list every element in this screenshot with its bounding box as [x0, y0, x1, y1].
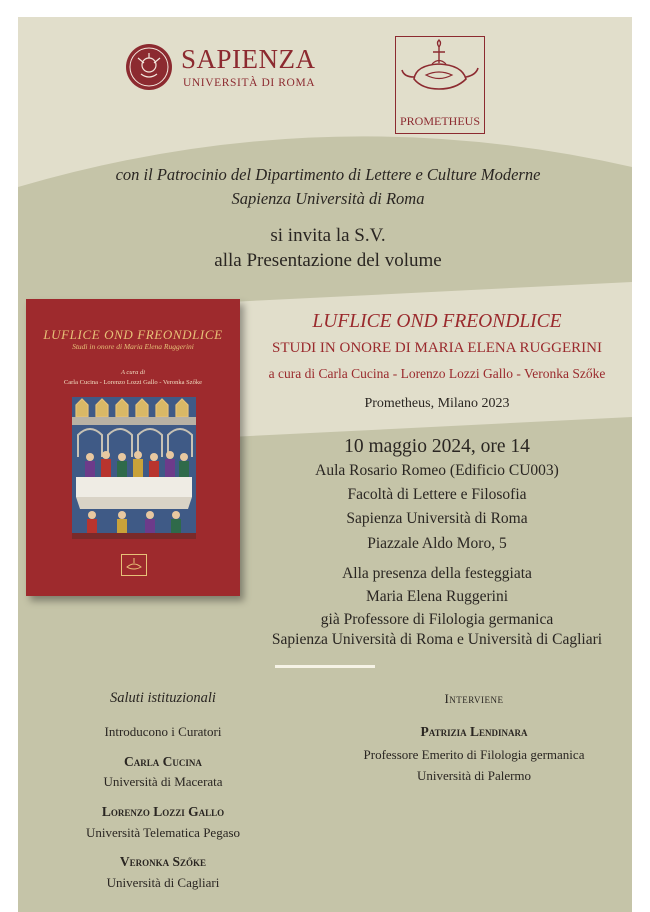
book-cover-editors: Carla Cucina - Lorenzo Lozzi Gallo - Veronka Szőke — [63, 379, 203, 386]
prometheus-logo — [395, 36, 485, 134]
event-university: Sapienza Università di Roma — [346, 510, 528, 527]
invitation-poster — [18, 17, 632, 912]
volume-editors: a cura di Carla Cucina - Lorenzo Lozzi Gallo - Veronka Szőke — [268, 366, 606, 381]
patronage-line-2: Sapienza Università di Roma — [231, 189, 425, 208]
curator-affiliation: Università Telematica Pegaso — [85, 825, 241, 840]
honoree-name: Maria Elena Ruggerini — [365, 588, 509, 605]
oil-lamp-icon — [396, 37, 483, 107]
curator-affiliation: Università di Cagliari — [106, 875, 220, 890]
introducono-heading: Introducono i Curatori — [104, 724, 222, 739]
curator-affiliation: Università di Macerata — [103, 774, 223, 789]
curator-name: Lorenzo Lozzi Gallo — [101, 804, 225, 819]
saluti-heading: Saluti istituzionali — [110, 690, 216, 706]
speaker-name: Patrizia Lendinara — [420, 724, 528, 739]
speaker-affiliation: Università di Palermo — [416, 768, 532, 783]
event-date: 10 maggio 2024, ore 14 — [344, 436, 530, 457]
honoree-line-1: Alla presenza della festeggiata — [342, 565, 532, 582]
volume-title: LUFLICE OND FREONDLICE — [312, 311, 562, 332]
book-cover-title: LUFLICE OND FREONDLICE — [43, 327, 223, 342]
honoree-line-4: Sapienza Università di Roma e Università di Cagliari — [271, 631, 603, 648]
invite-line-2: alla Presentazione del volume — [214, 250, 442, 271]
volume-subtitle: STUDI IN ONORE DI MARIA ELENA RUGGERINI — [272, 340, 602, 356]
patronage-line-1: con il Patrocinio del Dipartimento di Lettere e Culture Moderne — [115, 165, 541, 184]
event-faculty: Facoltà di Lettere e Filosofia — [347, 486, 527, 503]
prometheus-name: PROMETHEUS — [399, 114, 480, 128]
book-cover-subtitle: Studi in onore di Maria Elena Ruggerini — [72, 342, 194, 351]
invite-block — [78, 223, 578, 273]
patronage-block — [78, 163, 578, 211]
volume-publisher: Prometheus, Milano 2023 — [364, 396, 510, 411]
sapienza-seal-icon — [126, 44, 172, 90]
sapienza-subtitle: UNIVERSITÀ DI ROMA — [183, 77, 316, 89]
middle-light-band — [230, 282, 632, 437]
book-cover-publisher-logo-icon — [121, 554, 147, 576]
divider — [275, 665, 375, 668]
event-room: Aula Rosario Romeo (Edificio CU003) — [315, 462, 559, 479]
curator-name: Veronka Szőke — [119, 854, 207, 869]
event-address: Piazzale Aldo Moro, 5 — [367, 535, 507, 552]
invite-line-1: si invita la S.V. — [270, 225, 386, 246]
honoree-line-3: già Professore di Filologia germanica — [320, 611, 554, 628]
speaker-title: Professore Emerito di Filologia germanica — [363, 747, 585, 762]
book-cover-illustration — [72, 397, 196, 539]
book-cover — [26, 299, 240, 596]
book-cover-a-cura: A cura di — [120, 369, 146, 376]
sapienza-name: SAPIENZA — [181, 44, 316, 74]
curator-name: Carla Cucina — [124, 754, 202, 769]
interviene-heading: Interviene — [444, 691, 504, 706]
sapienza-logo — [126, 40, 316, 100]
